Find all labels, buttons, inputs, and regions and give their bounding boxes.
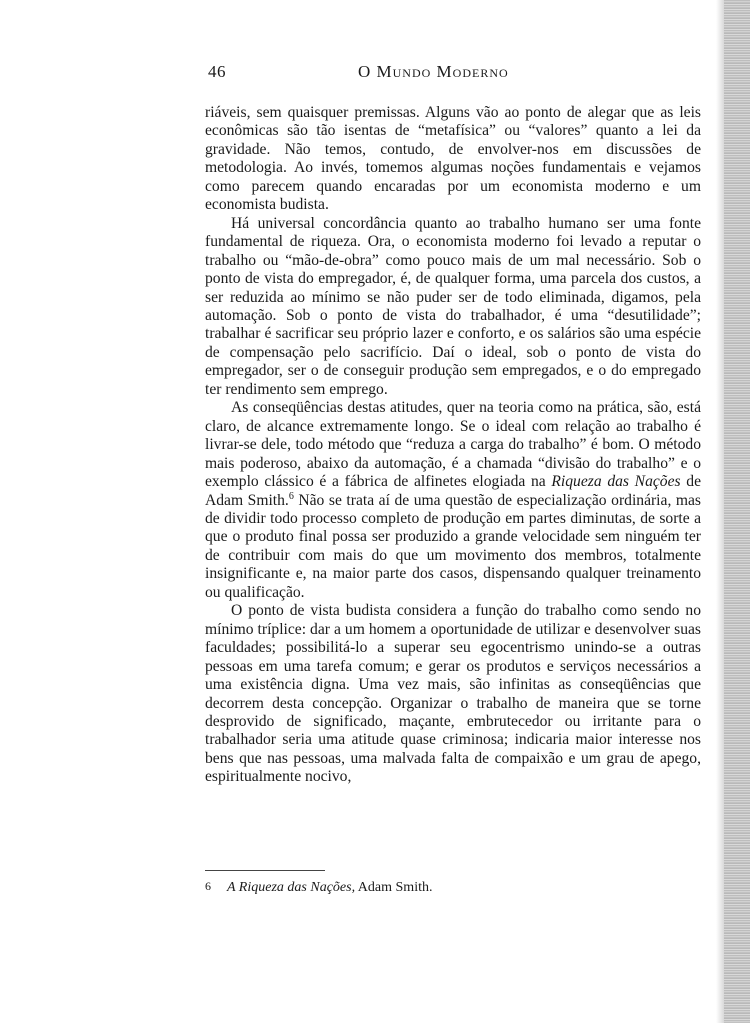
paragraph-4: O ponto de vista budista considera a função do trabalho como sendo no mínimo tríplice: dar a um homem a oportunidade de utilizar e desenvolver suas faculdades; possibilitá-lo a superar seu egocentrismo unindo-se a outras pessoas em uma tarefa comum; e gerar os produtos e serviços necessários a uma existência digna. Uma vez mais, são infinitas as conseqüências que decorrem desta concepção. Organizar o trabalho de maneira que se torne desprovido de significado, maçante, embrutecedor ou irritante para o trabalhador seria uma atitude quase criminosa; indicaria maior interesse nos bens que nas pessoas, uma malvada falta de compaixão e um grau de apego, espiritualmente nocivo,	[205, 602, 701, 786]
page-number: 46	[208, 62, 226, 81]
paragraph-3	[205, 399, 701, 602]
footnote-mark: 6	[205, 879, 211, 893]
footnote-author: Adam Smith.	[355, 880, 433, 895]
body-text	[205, 104, 701, 787]
page-edge-shadow	[716, 0, 724, 1023]
paragraph-2: Há universal concordância quanto ao trabalho humano ser uma fonte fundamental de riqueza. Ora, o economista moderno foi levado a reputar o trabalho ou “mão-de-obra” como pouco mais de um mal necessário. Sob o ponto de vista do empregador, é, de qualquer forma, uma parcela dos custos, a ser reduzida ao mínimo se não puder ser de todo eliminada, digamos, pela automação. Sob o ponto de vista do trabalhador, é uma “desutilidade”; trabalhar é sacrificar seu próprio lazer e conforto, e os salários são uma espécie de compensação pelo sacrifício. Daí o ideal, sob o ponto de vista do empregador, ser o de conseguir produção sem empregados, e o do empregado ter rendimento sem emprego.	[205, 214, 701, 398]
paragraph-3-text-a: As conseqüências destas atitudes, quer na teoria como na prática, são, está claro, de alcance extremamente longo. Se o ideal com relação ao trabalho é livrar-se dele, todo método que “reduza a carga do trabalho” é bom. O método mais poderoso, abaixo da automação, é a chamada “divisão do trabalho” e o exemplo clássico é a fábrica de alfinetes elogiada na	[205, 399, 701, 491]
footnote	[205, 877, 701, 897]
paragraph-3-book-title: Riqueza das Nações	[551, 473, 681, 491]
paragraph-1: riáveis, sem quaisquer premissas. Alguns vão ao ponto de alegar que as leis econômicas são tão isentas de “metafísica” ou “valores” quanto a lei da gravidade. Não temos, contudo, de envolver-nos em discussões de metodologia. Ao invés, tomemos algumas noções fundamentais e vejamos como parecem quando encaradas por um economista moderno e um economista budista.	[205, 104, 701, 214]
footnote-title: A Riqueza das Nações,	[227, 880, 356, 895]
paragraph-3-text-b: de Adam Smith.	[205, 473, 701, 509]
footnote-divider	[205, 870, 325, 871]
footnote-reference: 6	[288, 490, 294, 502]
running-title: O Mundo Moderno	[358, 62, 509, 81]
paragraph-3-text-c: Não se trata aí de uma questão de especialização ordinária, mas de dividir todo processo completo de produção em partes diminutas, de sorte a que o produto final possa ser produzido a grande velocidade sem ninguém ter de contribuir com mais do que um movimento dos membros, totalmente insignificante e, na maior parte dos casos, dispensando qualquer treinamento ou qualificação.	[205, 491, 702, 601]
page-header	[208, 62, 698, 84]
book-page-edge	[724, 0, 750, 1023]
